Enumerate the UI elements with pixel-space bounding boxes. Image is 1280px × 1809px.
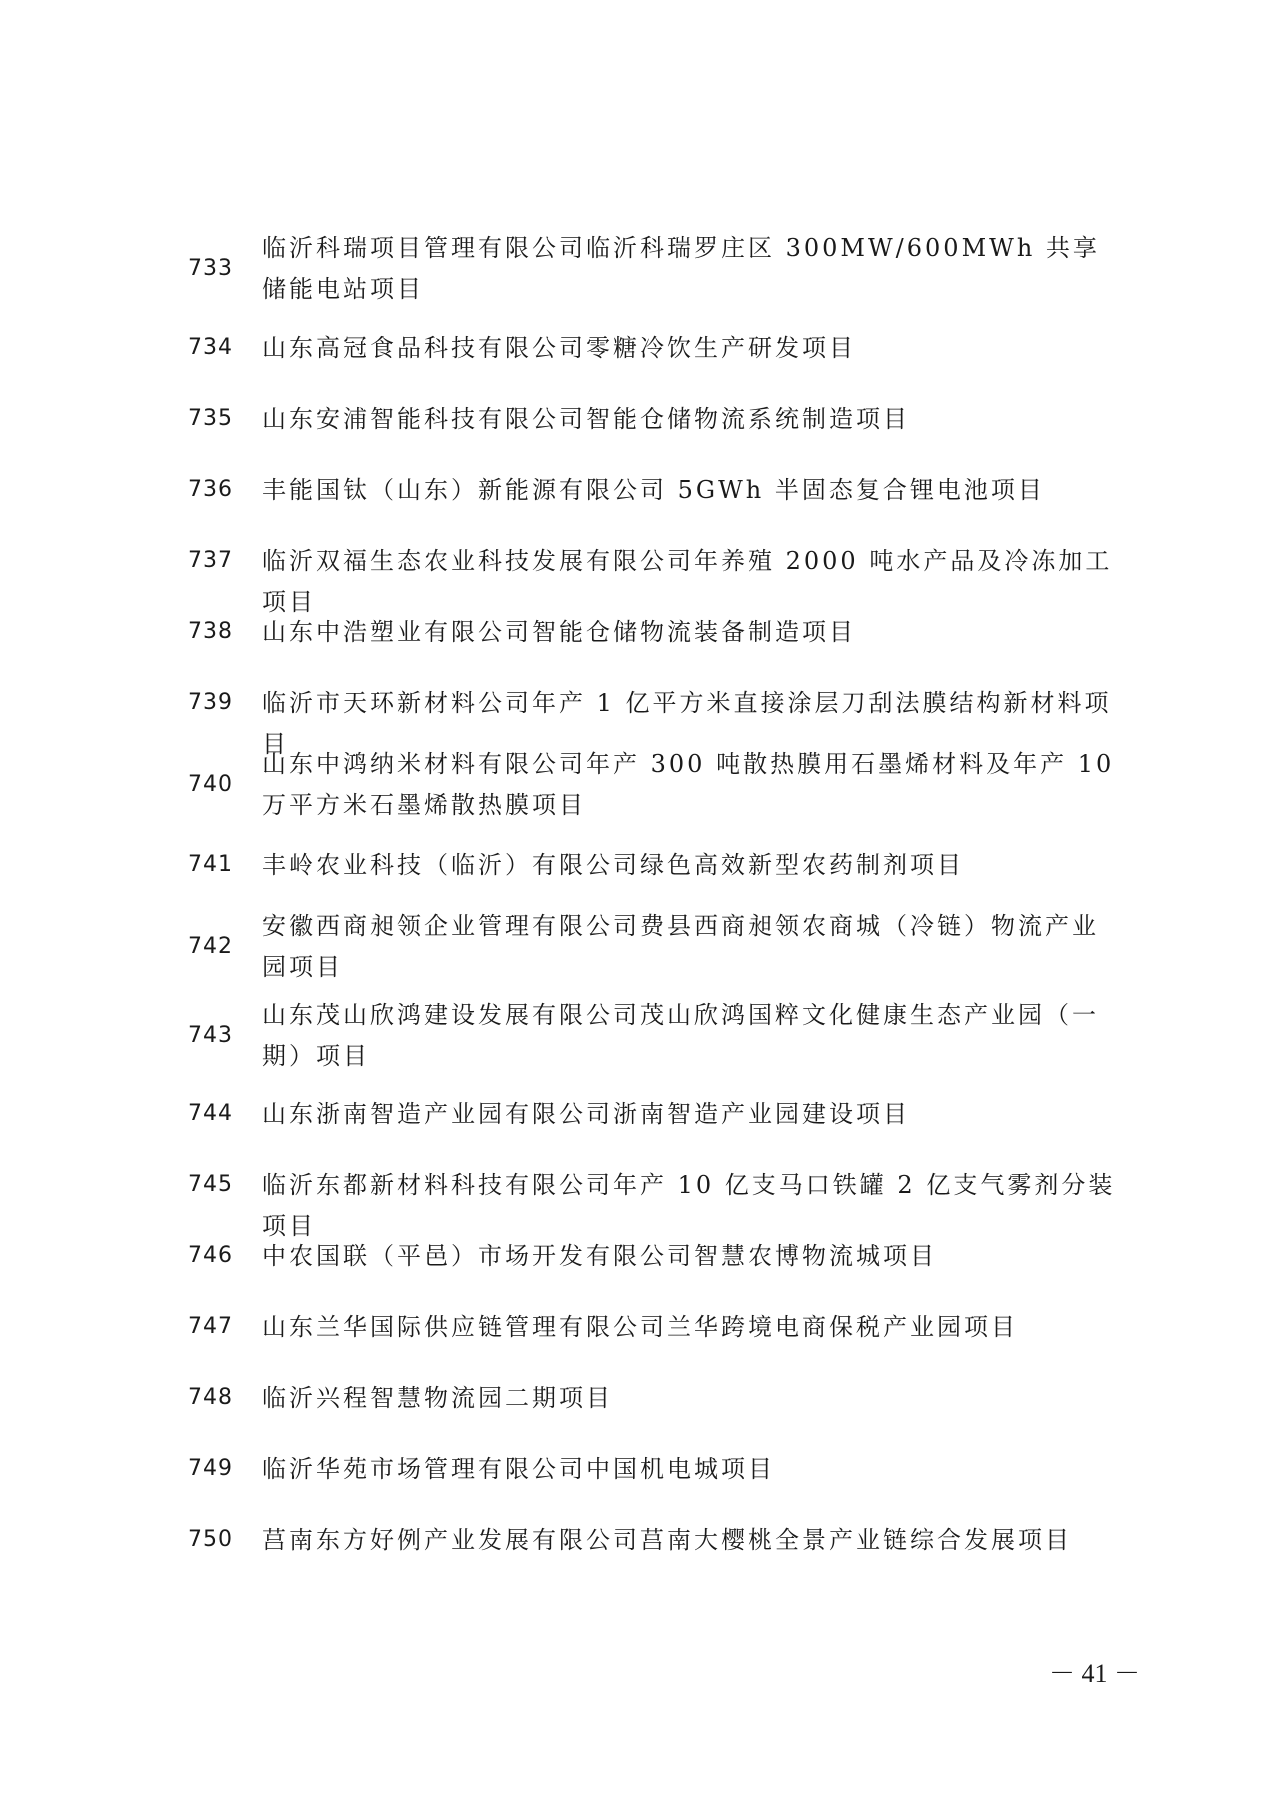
item-text: 临沂兴程智慧物流园二期项目 [262,1384,613,1412]
item-text: 山东中鸿纳米材料有限公司年产 300 吨散热膜用石墨烯材料及年产 10 万平方米石墨烯散热膜项目 [262,750,1115,819]
item-text: 临沂双福生态农业科技发展有限公司年养殖 2000 吨水产品及冷冻加工项目 [262,547,1113,616]
item-number: 746 [188,1243,233,1268]
item-number: 745 [188,1172,233,1197]
item-text: 丰能国钛（山东）新能源有限公司 5GWh 半固态复合锂电池项目 [262,476,1045,504]
item-number: 741 [188,852,233,877]
item-text: 莒南东方好例产业发展有限公司莒南大樱桃全景产业链综合发展项目 [262,1526,1072,1554]
item-text: 山东茂山欣鸿建设发展有限公司茂山欣鸿国粹文化健康生态产业园（一期）项目 [262,1001,1099,1070]
item-text: 山东中浩塑业有限公司智能仓储物流装备制造项目 [262,618,856,646]
item-text: 山东高冠食品科技有限公司零糖冷饮生产研发项目 [262,334,856,362]
page-number: － 41 － [1048,1659,1140,1688]
item-number: 738 [188,619,233,644]
item-number: 737 [188,548,233,573]
item-number: 736 [188,477,233,502]
item-text: 安徽西商昶领企业管理有限公司费县西商昶领农商城（冷链）物流产业园项目 [262,912,1099,981]
item-number: 734 [188,335,233,360]
item-text: 山东浙南智造产业园有限公司浙南智造产业园建设项目 [262,1100,910,1128]
item-number: 749 [188,1456,233,1481]
item-text: 临沂科瑞项目管理有限公司临沂科瑞罗庄区 300MW/600MWh 共享储能电站项目 [262,234,1100,303]
item-number: 733 [188,256,233,281]
item-text: 山东兰华国际供应链管理有限公司兰华跨境电商保税产业园项目 [262,1313,1018,1341]
item-text: 丰岭农业科技（临沂）有限公司绿色高效新型农药制剂项目 [262,851,964,879]
item-number: 735 [188,406,233,431]
item-text: 临沂华苑市场管理有限公司中国机电城项目 [262,1455,775,1483]
item-number: 742 [188,934,233,959]
item-text: 临沂东都新材料科技有限公司年产 10 亿支马口铁罐 2 亿支气雾剂分装项目 [262,1171,1116,1240]
item-number: 750 [188,1527,233,1552]
item-number: 747 [188,1314,233,1339]
item-number: 748 [188,1385,233,1410]
item-number: 740 [188,772,233,797]
item-number: 744 [188,1101,233,1126]
item-number: 743 [188,1023,233,1048]
item-text: 中农国联（平邑）市场开发有限公司智慧农博物流城项目 [262,1242,937,1270]
item-text: 山东安浦智能科技有限公司智能仓储物流系统制造项目 [262,405,910,433]
item-text: 临沂市天环新材料公司年产 1 亿平方米直接涂层刀刮法膜结构新材料项目 [262,689,1112,758]
item-number: 739 [188,690,233,715]
